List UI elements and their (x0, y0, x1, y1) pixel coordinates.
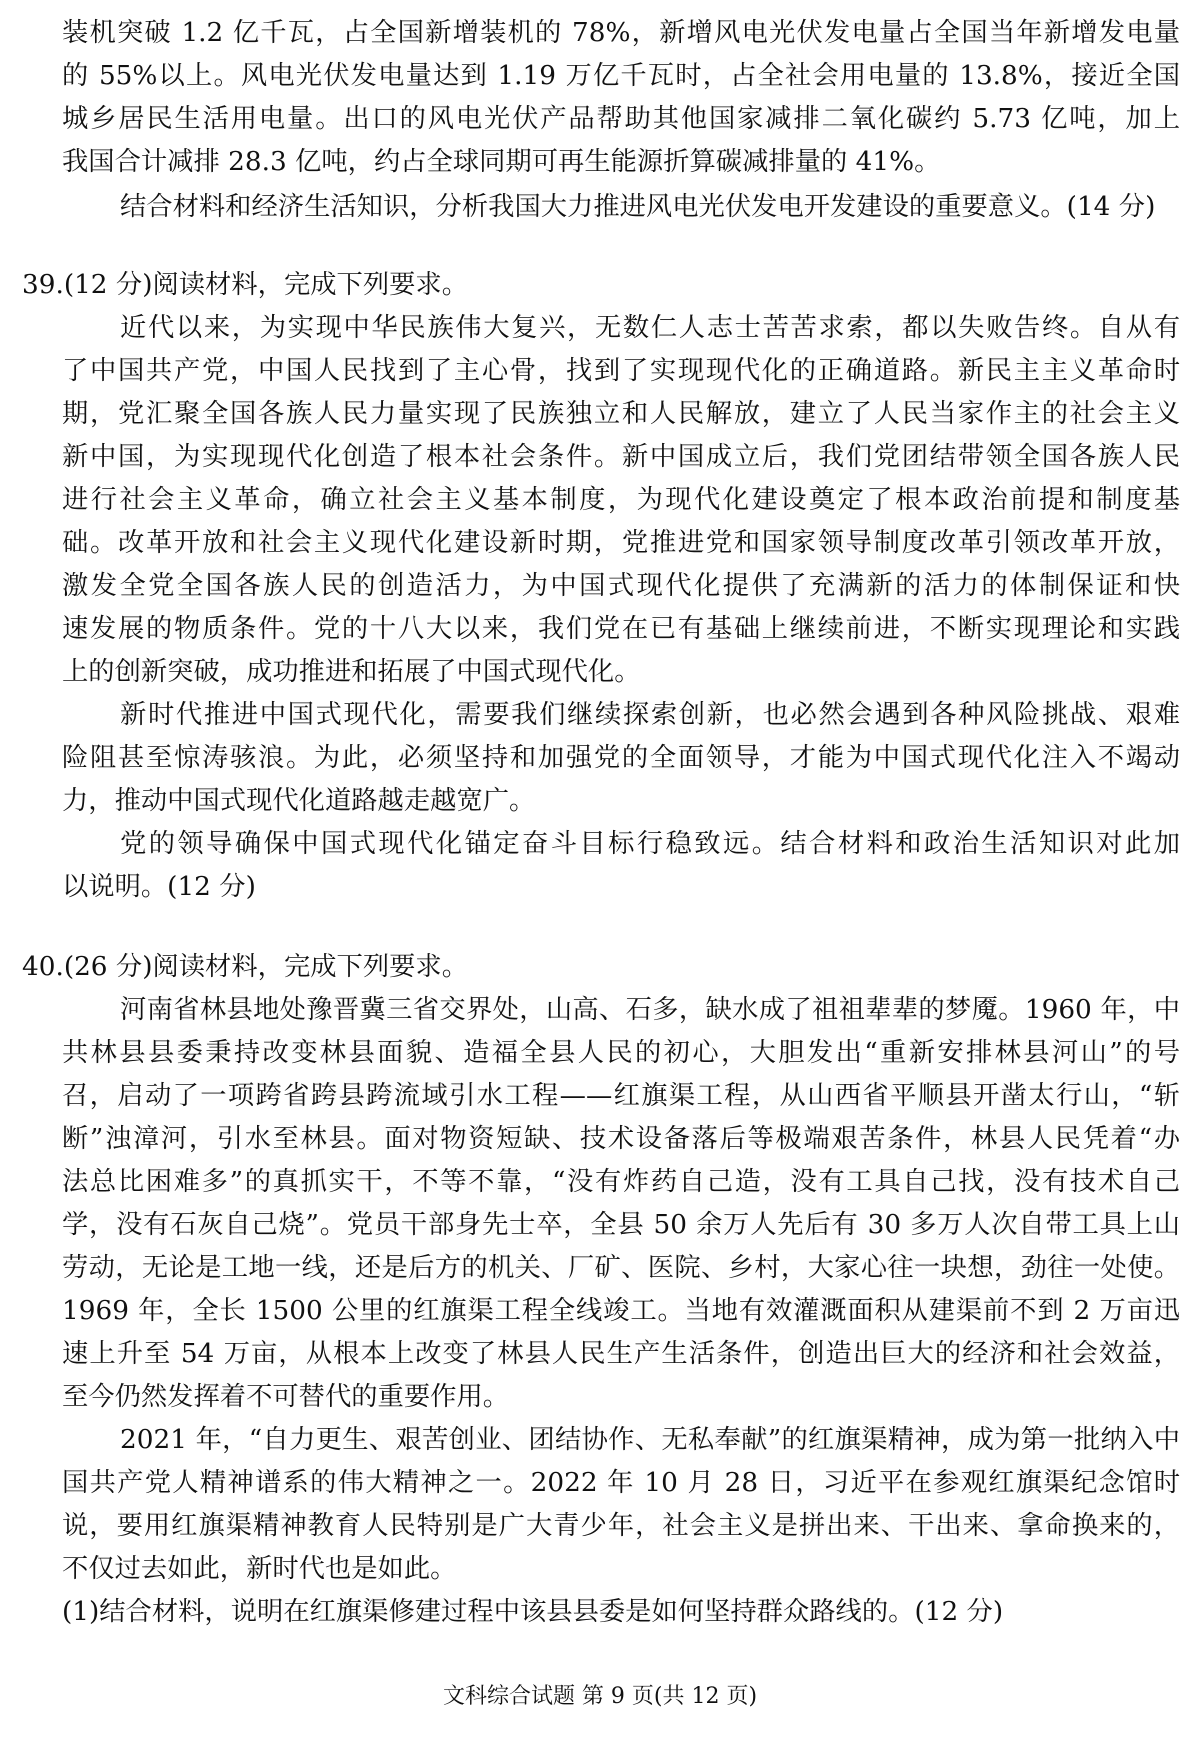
question-prompt: 党的领导确保中国式现代化锚定奋斗目标行稳致远。结合材料和政治生活知识对此加 (120, 829, 1180, 859)
text-line: 进行社会主义革命，确立社会主义基本制度，为现代化建设奠定了根本政治前提和制度基 (62, 485, 1180, 515)
text-line: 了中国共产党，中国人民找到了主心骨，找到了实现现代化的正确道路。新民主主义革命时 (62, 356, 1180, 386)
text-line: 召，启动了一项跨省跨县跨流域引水工程——红旗渠工程，从山西省平顺县开凿太行山，“斩 (62, 1081, 1180, 1111)
page-footer: 文科综合试题 第 9 页(共 12 页) (442, 1684, 758, 1709)
text-line: 激发全党全国各族人民的创造活力，为中国式现代化提供了充满新的活力的体制保证和快 (62, 571, 1180, 601)
text-line: 速上升至 54 万亩，从根本上改变了林县人民生产生活条件，创造出巨大的经济和社会效益， (62, 1339, 1180, 1369)
text-line: 至今仍然发挥着不可替代的重要作用。 (62, 1382, 510, 1412)
text-line: 我国合计减排 28.3 亿吨，约占全球同期可再生能源折算碳减排量的 41%。 (62, 147, 941, 177)
text-line: 不仅过去如此，新时代也是如此。 (62, 1554, 457, 1584)
text-line: 断”浊漳河，引水至林县。面对物资短缺、技术设备落后等极端艰苦条件，林县人民凭着“办 (62, 1124, 1180, 1154)
question-40-part-1: (1)结合材料，说明在红旗渠修建过程中该县县委是如何坚持群众路线的。(12 分) (62, 1597, 1004, 1627)
text-line: 期，党汇聚全国各族人民力量实现了民族独立和人民解放，建立了人民当家作主的社会主义 (62, 399, 1180, 429)
text-line: 劳动，无论是工地一线，还是后方的机关、厂矿、医院、乡村，大家心往一块想，劲往一处使。 (62, 1253, 1180, 1283)
text-line: 共林县县委秉持改变林县面貌、造福全县人民的初心，大胆发出“重新安排林县河山”的号 (62, 1038, 1180, 1068)
question-prompt: 结合材料和经济生活知识，分析我国大力推进风电光伏发电开发建设的重要意义。(14 分) (120, 192, 1156, 222)
text-line: 1969 年，全长 1500 公里的红旗渠工程全线竣工。当地有效灌溉面积从建渠前不到 2 万亩迅 (62, 1296, 1180, 1326)
text-line: 力，推动中国式现代化道路越走越宽广。 (62, 786, 536, 816)
text-line: 法总比困难多”的真抓实干，不等不靠，“没有炸药自己造，没有工具自己找，没有技术自己 (62, 1167, 1180, 1197)
text-line: 河南省林县地处豫晋冀三省交界处，山高、石多，缺水成了祖祖辈辈的梦魇。1960 年，中 (120, 995, 1180, 1025)
text-line: 装机突破 1.2 亿千瓦，占全国新增装机的 78%，新增风电光伏发电量占全国当年新增发电量 (62, 18, 1180, 48)
text-line: 的 55%以上。风电光伏发电量达到 1.19 万亿千瓦时，占全社会用电量的 13.8%，接近全国 (62, 61, 1180, 91)
question-40-heading: 40.(26 分)阅读材料，完成下列要求。 (22, 952, 469, 982)
text-line: 国共产党人精神谱系的伟大精神之一。2022 年 10 月 28 日，习近平在参观红旗渠纪念馆时 (62, 1468, 1180, 1498)
text-line: 新中国，为实现现代化创造了根本社会条件。新中国成立后，我们党团结带领全国各族人民 (62, 442, 1180, 472)
text-line: 近代以来，为实现中华民族伟大复兴，无数仁人志士苦苦求索，都以失败告终。自从有 (120, 313, 1180, 343)
text-line: 学，没有石灰自己烧”。党员干部身先士卒，全县 50 余万人先后有 30 多万人次自带工具上山 (62, 1210, 1180, 1240)
question-39-heading: 39.(12 分)阅读材料，完成下列要求。 (22, 270, 469, 300)
text-line: 上的创新突破，成功推进和拓展了中国式现代化。 (62, 657, 641, 687)
question-prompt: 以说明。(12 分) (62, 872, 256, 902)
text-line: 说，要用红旗渠精神教育人民特别是广大青少年，社会主义是拼出来、干出来、拿命换来的， (62, 1511, 1180, 1541)
text-line: 新时代推进中国式现代化，需要我们继续探索创新，也必然会遇到各种风险挑战、艰难 (120, 700, 1180, 730)
text-line: 速发展的物质条件。党的十八大以来，我们党在已有基础上继续前进，不断实现理论和实践 (62, 614, 1180, 644)
text-line: 险阻甚至惊涛骇浪。为此，必须坚持和加强党的全面领导，才能为中国式现代化注入不竭动 (62, 743, 1180, 773)
text-line: 础。改革开放和社会主义现代化建设新时期，党推进党和国家领导制度改革引领改革开放， (62, 528, 1180, 558)
text-line: 2021 年，“自力更生、艰苦创业、团结协作、无私奉献”的红旗渠精神，成为第一批纳入中 (120, 1425, 1180, 1455)
text-line: 城乡居民生活用电量。出口的风电光伏产品帮助其他国家减排二氧化碳约 5.73 亿吨，加上 (62, 104, 1180, 134)
